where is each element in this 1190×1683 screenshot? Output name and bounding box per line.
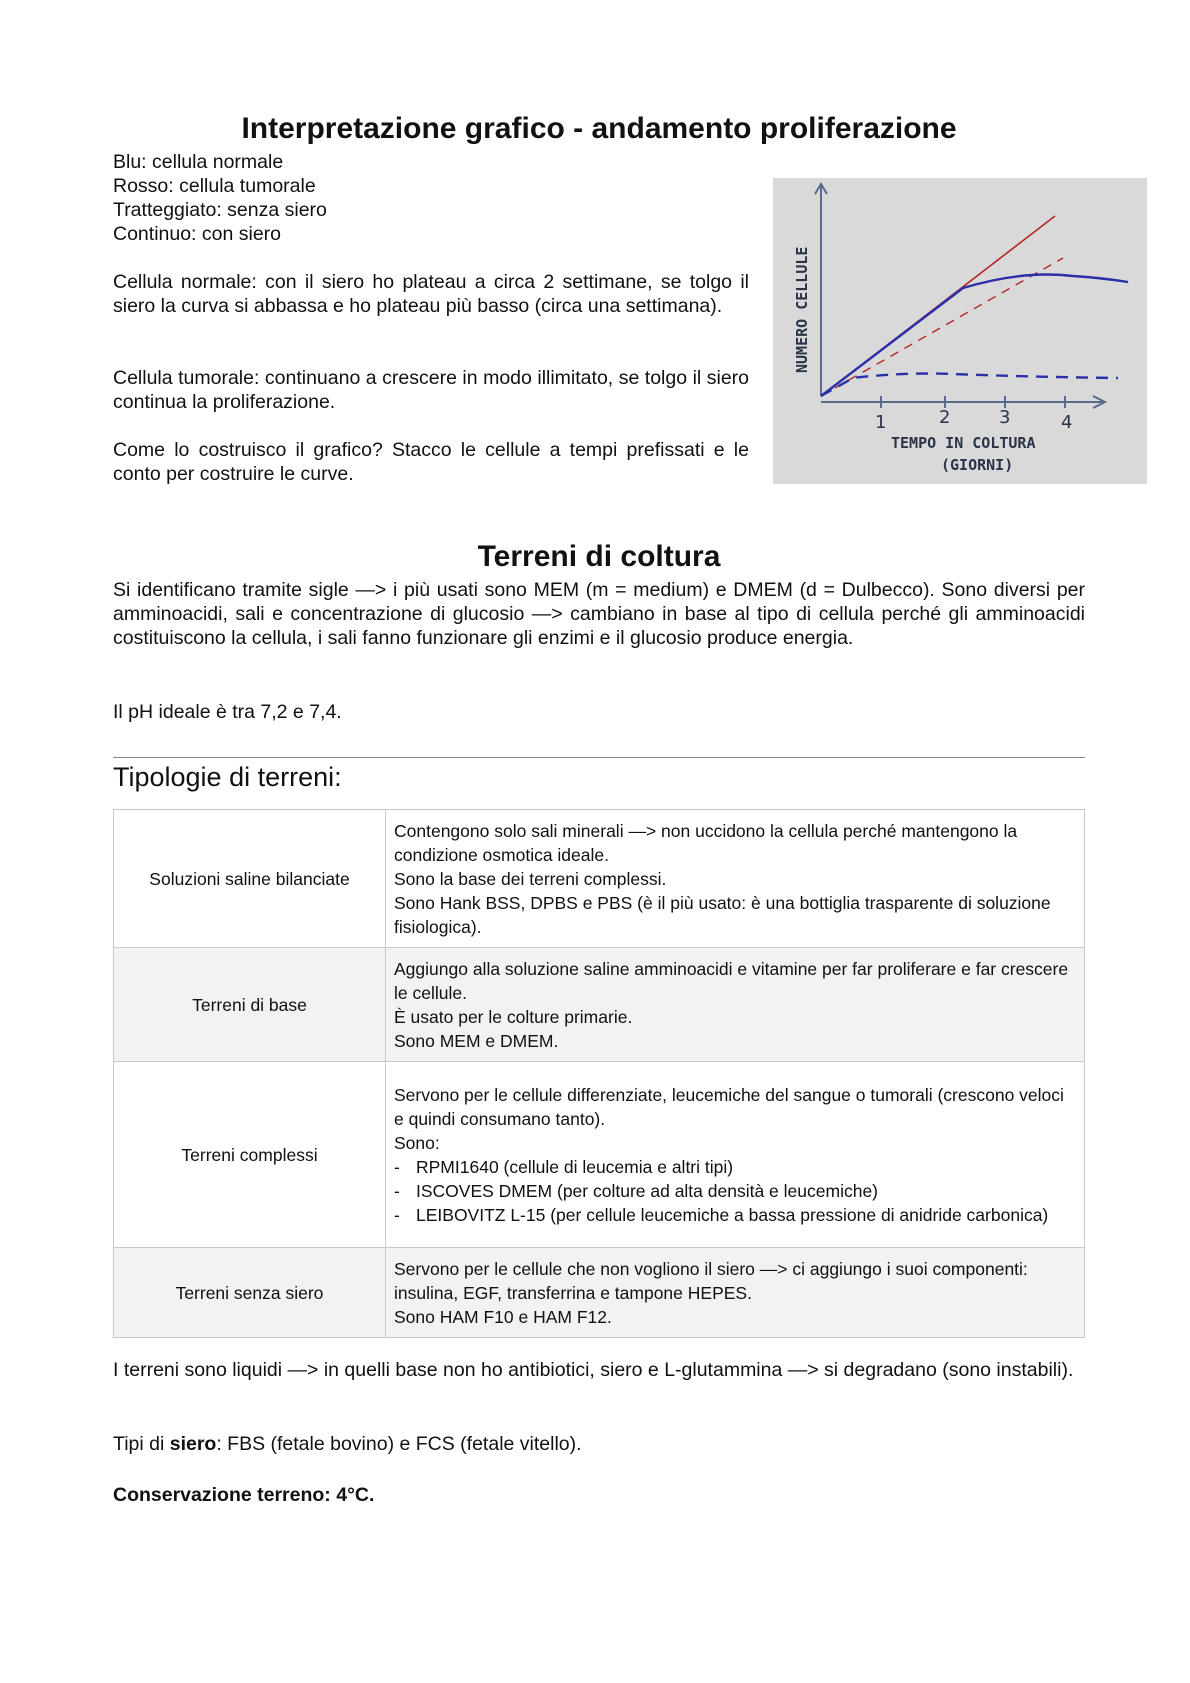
conservation-note: Conservazione terreno: 4°C. bbox=[113, 1484, 375, 1506]
x-tick-label: 4 bbox=[1061, 412, 1073, 433]
serum-prefix: Tipi di bbox=[113, 1433, 170, 1455]
section-title-media: Terreni di coltura bbox=[477, 540, 721, 573]
serum-rest: : FBS (fetale bovino) e FCS (fetale vitello). bbox=[216, 1433, 582, 1455]
bullet-text: LEIBOVITZ L-15 (per cellule leucemiche a bassa pressione di anidride carbonica) bbox=[416, 1204, 1049, 1225]
bullet-item bbox=[394, 1203, 1076, 1227]
x-axis-label: TEMPO IN COLTURA bbox=[891, 434, 1036, 452]
paragraph-ph: Il pH ideale è tra 7,2 e 7,4. bbox=[113, 701, 342, 723]
paragraph-serum-types bbox=[113, 1432, 1085, 1456]
row-description bbox=[386, 1248, 1085, 1338]
x-tick-label: 3 bbox=[999, 407, 1011, 428]
row-description bbox=[386, 948, 1085, 1062]
proliferation-graph-photo bbox=[773, 178, 1147, 484]
normal-without-serum-curve bbox=[821, 374, 1118, 397]
description-line: Contengono solo sali minerali —> non uccidono la cellula perché mantengono la condizione osmotica ideale. bbox=[394, 820, 1018, 865]
y-axis-label: NUMERO CELLULE bbox=[793, 246, 811, 373]
color-legend bbox=[113, 150, 327, 246]
bullet-marker: - bbox=[394, 1204, 400, 1225]
description-line: Sono HAM F10 e HAM F12. bbox=[394, 1306, 612, 1327]
table-row bbox=[114, 810, 1085, 948]
row-label: Terreni di base bbox=[114, 948, 386, 1062]
legend-line: Rosso: cellula tumorale bbox=[113, 175, 316, 197]
bullet-item bbox=[394, 1179, 1076, 1203]
description-line: Aggiungo alla soluzione saline amminoacidi e vitamine per far proliferare e far crescere le cellule. bbox=[394, 958, 1069, 1003]
bullet-marker: - bbox=[394, 1156, 400, 1177]
table-row bbox=[114, 948, 1085, 1062]
legend-line: Tratteggiato: senza siero bbox=[113, 199, 327, 221]
media-types-heading: Tipologie di terreni: bbox=[113, 762, 342, 792]
paragraph-media-intro: Si identificano tramite sigle —> i più usati sono MEM (m = medium) e DMEM (d = Dulbecco). Sono diversi per amminoacidi, sali e concentrazione di glucosio —> cambiano in base al tipo di cellula perché gli amminoacidi costituiscono la cellula, i sali fanno funzionare gli enzimi e il glucosio produce energia. bbox=[113, 579, 1085, 649]
paragraph-tumor-cell: Cellula tumorale: continuano a crescere in modo illimitato, se tolgo il siero continua la proliferazione. bbox=[113, 367, 749, 413]
row-description bbox=[386, 1062, 1085, 1248]
bullet-text: ISCOVES DMEM (per colture ad alta densità e leucemiche) bbox=[416, 1180, 878, 1201]
paragraph-liquid-media: I terreni sono liquidi —> in quelli base non ho antibiotici, siero e L-glutammina —> si degradano (sono instabili). bbox=[113, 1359, 1074, 1381]
description-line: Servono per le cellule che non vogliono il siero —> ci aggiungo i suoi componenti: insulina, EGF, transferrina e tampone HEPES. bbox=[394, 1258, 1028, 1303]
row-description bbox=[386, 810, 1085, 948]
description-line: È usato per le colture primarie. bbox=[394, 1006, 633, 1027]
bullet-item bbox=[394, 1155, 1076, 1179]
paragraph-normal-cell: Cellula normale: con il siero ho plateau a circa 2 settimane, se tolgo il siero la curva si abbassa e ho plateau più basso (circa una settimana). bbox=[113, 271, 749, 317]
legend-line: Continuo: con siero bbox=[113, 223, 282, 245]
x-tick-label: 2 bbox=[939, 407, 951, 428]
section-title-graph: Interpretazione grafico - andamento proliferazione bbox=[241, 112, 957, 145]
row-label: Soluzioni saline bilanciate bbox=[114, 810, 386, 948]
bullet-marker: - bbox=[394, 1180, 400, 1201]
proliferation-graph bbox=[773, 178, 1147, 484]
description-line: Servono per le cellule differenziate, leucemiche del sangue o tumorali (crescono veloci e quindi consumano tanto). bbox=[394, 1084, 1064, 1129]
table-row bbox=[114, 1248, 1085, 1338]
x-axis-label-units: (GIORNI) bbox=[941, 456, 1014, 474]
row-label: Terreni senza siero bbox=[114, 1248, 386, 1338]
x-tick-label: 1 bbox=[875, 412, 887, 433]
serum-keyword: siero bbox=[169, 1433, 217, 1455]
description-line: Sono Hank BSS, DPBS e PBS (è il più usato: è una bottiglia trasparente di soluzione fisiologica). bbox=[394, 892, 1051, 937]
description-line: Sono MEM e DMEM. bbox=[394, 1030, 559, 1051]
legend-line: Blu: cellula normale bbox=[113, 151, 284, 173]
divider bbox=[113, 757, 1085, 758]
bullet-text: RPMI1640 (cellule di leucemia e altri tipi) bbox=[416, 1156, 734, 1177]
media-types-table bbox=[113, 809, 1085, 1338]
table-row bbox=[114, 1062, 1085, 1248]
row-label: Terreni complessi bbox=[114, 1062, 386, 1248]
description-line: Sono: bbox=[394, 1132, 440, 1153]
paragraph-build-graph: Come lo costruisco il grafico? Stacco le cellule a tempi prefissati e le conto per costruire le curve. bbox=[113, 439, 749, 485]
description-line: Sono la base dei terreni complessi. bbox=[394, 868, 667, 889]
